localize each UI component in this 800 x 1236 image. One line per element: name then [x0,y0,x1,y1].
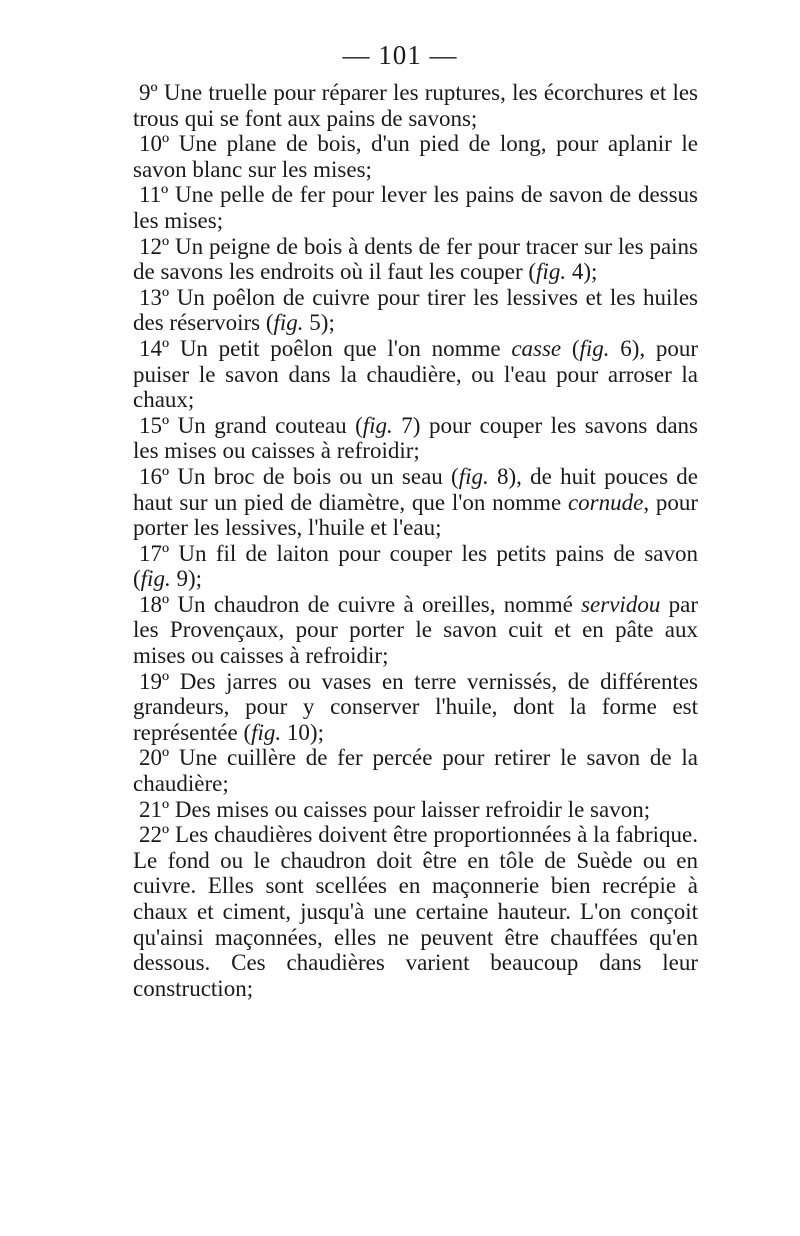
list-item: 17º Un fil de laiton pour couper les petits pains de savon (fig. 9); [133,540,698,592]
list-item: 20º Une cuillère de fer percée pour retirer le savon de la chaudière; [133,745,698,797]
list-item: 15º Un grand couteau (fig. 7) pour couper les savons dans les mises ou caisses à refroidir; [133,412,698,464]
list-item: 13º Un poêlon de cuivre pour tirer les lessives et les huiles des réservoirs (fig. 5); [133,284,698,336]
list-item: 16º Un broc de bois ou un seau (fig. 8), de huit pouces de haut sur un pied de diamètre, que l'on nomme cornude, pour porter les lessives, l'huile et l'eau; [133,463,698,541]
body-text [133,80,698,1001]
list-item: 19º Des jarres ou vases en terre vernissés, de différentes grandeurs, pour y conserver l'huile, dont la forme est représentée (fig. 10); [133,668,698,745]
page-number-header: — 101 — [342,40,458,70]
list-item: 12º Un peigne de bois à dents de fer pour tracer sur les pains de savons les endroits où il faut les couper (fig. 4); [133,233,698,285]
list-item: 21º Des mises ou caisses pour laisser refroidir le savon; [139,796,651,822]
list-item: 22º Les chaudières doivent être proportionnées à la fabrique. Le fond ou le chaudron doit être en tôle de Suède ou en cuivre. Elles sont scellées en maçonnerie bien recrépie à chaux et ciment, jusqu'à une certaine hauteur. L'on conçoit qu'ainsi maçonnées, elles ne peuvent être chauffées qu'en dessous. Ces chaudières varient beaucoup dans leur construction; [133,822,698,1001]
list-item: 9º Une truelle pour réparer les ruptures, les écorchures et les trous qui se font aux pains de savons; [133,80,698,131]
list-item: 14º Un petit poêlon que l'on nomme casse (fig. 6), pour puiser le savon dans la chaudière, ou l'eau pour arroser la chaux; [133,335,698,413]
list-item: 11º Une pelle de fer pour lever les pains de savon de dessus les mises; [133,182,698,233]
list-item: 10º Une plane de bois, d'un pied de long, pour aplanir le savon blanc sur les mises; [133,131,698,182]
list-item: 18º Un chaudron de cuivre à oreilles, nommé servidou par les Provençaux, pour porter le savon cuit et en pâte aux mises ou caisses à refroidir; [133,591,699,669]
